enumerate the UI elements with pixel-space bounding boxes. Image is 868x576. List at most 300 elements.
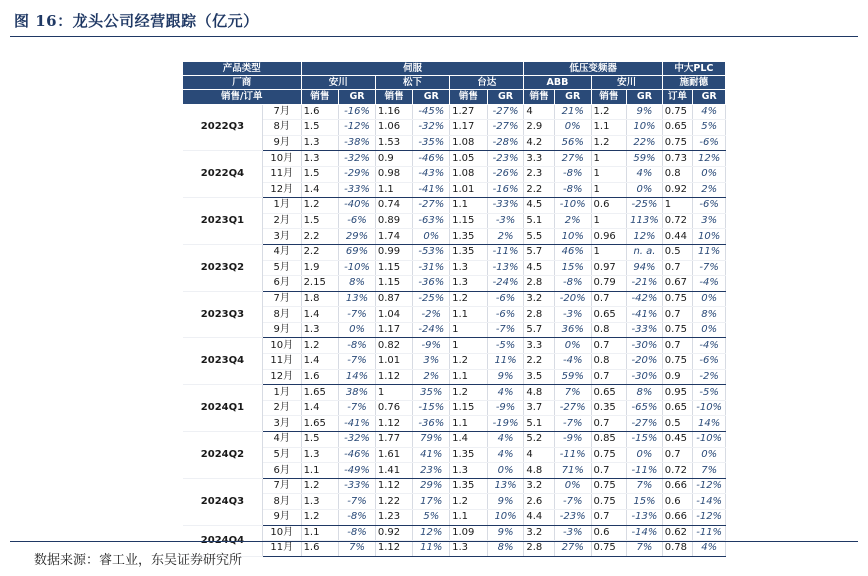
value-cell: 0.96	[591, 229, 627, 245]
value-cell: 0.74	[375, 198, 413, 214]
growth-cell: -4%	[554, 354, 591, 370]
growth-cell: -3%	[487, 213, 524, 229]
value-cell: 2.8	[524, 276, 555, 292]
value-cell: 1	[591, 213, 627, 229]
growth-cell: -32%	[413, 120, 450, 136]
growth-cell: -9%	[554, 432, 591, 448]
header-plc: 中大PLC	[662, 62, 725, 76]
growth-cell: -10%	[339, 260, 376, 276]
header-abb: ABB	[524, 76, 591, 90]
value-cell: 1.5	[301, 166, 339, 182]
value-cell: 1.2	[301, 478, 339, 494]
value-cell: 0.87	[375, 291, 413, 307]
value-cell: 0.75	[662, 322, 693, 338]
value-cell: 2.2	[524, 354, 555, 370]
value-cell: 3.2	[524, 291, 555, 307]
growth-cell: 14%	[693, 416, 726, 432]
growth-cell: -27%	[413, 198, 450, 214]
growth-cell: -9%	[487, 400, 524, 416]
tracking-table	[183, 62, 726, 557]
growth-cell: 0%	[693, 322, 726, 338]
value-cell: 1.6	[301, 104, 339, 120]
value-cell: 1.12	[375, 416, 413, 432]
growth-cell: -12%	[693, 478, 726, 494]
month-label: 7月	[262, 104, 301, 120]
growth-cell: 56%	[554, 135, 591, 151]
table-row	[183, 400, 726, 416]
growth-cell: -6%	[693, 198, 726, 214]
value-cell: 2.8	[524, 307, 555, 323]
growth-cell: 0%	[693, 447, 726, 463]
quarter-label: 2022Q3	[183, 104, 262, 151]
value-cell: 1.15	[450, 400, 488, 416]
growth-cell: -30%	[627, 338, 663, 354]
table-row	[183, 369, 726, 385]
growth-cell: 113%	[627, 213, 663, 229]
growth-cell: -10%	[693, 432, 726, 448]
value-cell: 1.15	[375, 260, 413, 276]
growth-cell: -2%	[693, 369, 726, 385]
growth-cell: -7%	[693, 260, 726, 276]
growth-cell: 8%	[487, 541, 524, 557]
value-cell: 1.01	[375, 354, 413, 370]
header-servo: 伺服	[301, 62, 524, 76]
quarter-label: 2024Q4	[183, 525, 262, 556]
table-row	[183, 478, 726, 494]
value-cell: 3.3	[524, 151, 555, 167]
growth-cell: 94%	[627, 260, 663, 276]
month-label: 10月	[262, 151, 301, 167]
growth-cell: -28%	[487, 135, 524, 151]
growth-cell: 4%	[693, 541, 726, 557]
table-row	[183, 182, 726, 198]
growth-cell: -41%	[413, 182, 450, 198]
month-label: 5月	[262, 447, 301, 463]
value-cell: 0.7	[662, 447, 693, 463]
table-row	[183, 135, 726, 151]
value-cell: 0.65	[591, 385, 627, 401]
growth-cell: -24%	[413, 322, 450, 338]
value-cell: 0.7	[591, 463, 627, 479]
value-cell: 0.75	[662, 354, 693, 370]
growth-cell: 12%	[413, 525, 450, 541]
header-sales: 销售	[591, 90, 627, 104]
growth-cell: -25%	[627, 198, 663, 214]
value-cell: 1.3	[301, 447, 339, 463]
growth-cell: 27%	[554, 541, 591, 557]
growth-cell: -11%	[554, 447, 591, 463]
value-cell: 0.75	[662, 104, 693, 120]
growth-cell: 7%	[627, 541, 663, 557]
growth-cell: -8%	[339, 510, 376, 526]
growth-cell: 9%	[487, 494, 524, 510]
growth-cell: -41%	[339, 416, 376, 432]
growth-cell: -10%	[693, 400, 726, 416]
growth-cell: -45%	[413, 104, 450, 120]
growth-cell: 11%	[693, 244, 726, 260]
growth-cell: 13%	[339, 291, 376, 307]
growth-cell: -23%	[554, 510, 591, 526]
growth-cell: 29%	[339, 229, 376, 245]
growth-cell: 8%	[627, 385, 663, 401]
value-cell: 0.79	[591, 276, 627, 292]
value-cell: 1.2	[450, 494, 488, 510]
value-cell: 4	[524, 447, 555, 463]
growth-cell: 4%	[627, 166, 663, 182]
value-cell: 0.7	[662, 307, 693, 323]
growth-cell: -53%	[413, 244, 450, 260]
growth-cell: 22%	[627, 135, 663, 151]
value-cell: 1.53	[375, 135, 413, 151]
table-row	[183, 510, 726, 526]
value-cell: 0.7	[591, 416, 627, 432]
growth-cell: -13%	[487, 260, 524, 276]
month-label: 3月	[262, 416, 301, 432]
growth-cell: 2%	[693, 182, 726, 198]
header-order: 订单	[662, 90, 693, 104]
value-cell: 1.35	[450, 244, 488, 260]
value-cell: 3.3	[524, 338, 555, 354]
growth-cell: 23%	[413, 463, 450, 479]
header-schneider: 施耐德	[662, 76, 725, 90]
growth-cell: -11%	[693, 525, 726, 541]
value-cell: 4.8	[524, 463, 555, 479]
value-cell: 1.23	[375, 510, 413, 526]
growth-cell: -23%	[487, 151, 524, 167]
value-cell: 0.7	[591, 510, 627, 526]
growth-cell: 2%	[413, 369, 450, 385]
value-cell: 1.01	[450, 182, 488, 198]
growth-cell: -11%	[487, 244, 524, 260]
growth-cell: -7%	[339, 354, 376, 370]
value-cell: 0.9	[662, 369, 693, 385]
value-cell: 1.77	[375, 432, 413, 448]
value-cell: 1.17	[450, 120, 488, 136]
growth-cell: 4%	[487, 385, 524, 401]
growth-cell: -49%	[339, 463, 376, 479]
value-cell: 1.1	[591, 120, 627, 136]
growth-cell: 5%	[413, 510, 450, 526]
value-cell: 1.04	[375, 307, 413, 323]
growth-cell: 38%	[339, 385, 376, 401]
growth-cell: -7%	[554, 494, 591, 510]
growth-cell: -36%	[413, 276, 450, 292]
value-cell: 1.5	[301, 432, 339, 448]
value-cell: 1.3	[301, 151, 339, 167]
growth-cell: 15%	[627, 494, 663, 510]
growth-cell: 11%	[487, 354, 524, 370]
value-cell: 0.75	[662, 291, 693, 307]
header-sales: 销售	[524, 90, 555, 104]
value-cell: 1	[591, 166, 627, 182]
value-cell: 0.92	[375, 525, 413, 541]
growth-cell: -8%	[554, 276, 591, 292]
growth-cell: -13%	[627, 510, 663, 526]
value-cell: 2.2	[301, 244, 339, 260]
table-row	[183, 104, 726, 120]
value-cell: 1.74	[375, 229, 413, 245]
header-row-vendor	[183, 76, 726, 90]
growth-cell: -25%	[413, 291, 450, 307]
value-cell: 2.2	[301, 229, 339, 245]
value-cell: 4.5	[524, 260, 555, 276]
value-cell: 0.78	[662, 541, 693, 557]
growth-cell: 12%	[627, 229, 663, 245]
growth-cell: -8%	[339, 525, 376, 541]
growth-cell: -8%	[554, 166, 591, 182]
growth-cell: -35%	[413, 135, 450, 151]
table-row	[183, 432, 726, 448]
value-cell: 1	[591, 151, 627, 167]
growth-cell: -33%	[339, 478, 376, 494]
header-sales-order: 销售/订单	[183, 90, 301, 104]
table-row	[183, 151, 726, 167]
value-cell: 0.76	[375, 400, 413, 416]
quarter-label: 2024Q1	[183, 385, 262, 432]
growth-cell: 79%	[413, 432, 450, 448]
growth-cell: 69%	[339, 244, 376, 260]
value-cell: 0.5	[662, 416, 693, 432]
value-cell: 1.2	[591, 135, 627, 151]
value-cell: 1.2	[450, 291, 488, 307]
source-note: 数据来源：睿工业，东吴证券研究所	[34, 553, 243, 568]
value-cell: 1.06	[375, 120, 413, 136]
growth-cell: 15%	[554, 260, 591, 276]
value-cell: 2.9	[524, 120, 555, 136]
value-cell: 0.35	[591, 400, 627, 416]
value-cell: 0.7	[591, 291, 627, 307]
growth-cell: -15%	[627, 432, 663, 448]
table-row	[183, 276, 726, 292]
growth-cell: -41%	[627, 307, 663, 323]
value-cell: 0.95	[662, 385, 693, 401]
growth-cell: -7%	[339, 494, 376, 510]
growth-cell: 8%	[339, 276, 376, 292]
growth-cell: -27%	[554, 400, 591, 416]
value-cell: 0.5	[662, 244, 693, 260]
bottom-rule	[10, 541, 858, 542]
growth-cell: -63%	[413, 213, 450, 229]
header-sales: 销售	[450, 90, 488, 104]
growth-cell: 71%	[554, 463, 591, 479]
growth-cell: 0%	[413, 229, 450, 245]
value-cell: 4.8	[524, 385, 555, 401]
value-cell: 1.6	[301, 369, 339, 385]
value-cell: 0.67	[662, 276, 693, 292]
month-label: 4月	[262, 432, 301, 448]
growth-cell: -33%	[487, 198, 524, 214]
quarter-label: 2023Q1	[183, 198, 262, 245]
growth-cell: 5%	[693, 120, 726, 136]
growth-cell: 3%	[693, 213, 726, 229]
value-cell: 1.2	[450, 385, 488, 401]
header-row-metric	[183, 90, 726, 104]
value-cell: 1.5	[301, 213, 339, 229]
value-cell: 0.7	[591, 338, 627, 354]
value-cell: 5.7	[524, 244, 555, 260]
value-cell: 2.6	[524, 494, 555, 510]
growth-cell: -6%	[339, 213, 376, 229]
value-cell: 1.61	[375, 447, 413, 463]
figure-title: 图 16：龙头公司经营跟踪（亿元）	[14, 12, 259, 30]
quarter-label: 2024Q2	[183, 432, 262, 479]
value-cell: 1.3	[301, 135, 339, 151]
header-sales: 销售	[301, 90, 339, 104]
value-cell: 1.12	[375, 478, 413, 494]
month-label: 9月	[262, 510, 301, 526]
value-cell: 1.09	[450, 525, 488, 541]
growth-cell: 13%	[487, 478, 524, 494]
month-label: 8月	[262, 494, 301, 510]
value-cell: 0.65	[662, 400, 693, 416]
growth-cell: 0%	[339, 322, 376, 338]
value-cell: 2.8	[524, 541, 555, 557]
value-cell: 1.2	[301, 198, 339, 214]
growth-cell: 35%	[413, 385, 450, 401]
month-label: 8月	[262, 120, 301, 136]
value-cell: 1.65	[301, 416, 339, 432]
header-vendor: 厂商	[183, 76, 301, 90]
growth-cell: -38%	[339, 135, 376, 151]
table-row	[183, 166, 726, 182]
growth-cell: 3%	[413, 354, 450, 370]
month-label: 1月	[262, 198, 301, 214]
growth-cell: 0%	[693, 166, 726, 182]
growth-cell: -65%	[627, 400, 663, 416]
value-cell: 1.5	[301, 120, 339, 136]
value-cell: 1	[450, 322, 488, 338]
quarter-label: 2024Q3	[183, 478, 262, 525]
growth-cell: 10%	[627, 120, 663, 136]
growth-cell: 11%	[413, 541, 450, 557]
growth-cell: -12%	[339, 120, 376, 136]
growth-cell: -4%	[693, 276, 726, 292]
value-cell: 0.75	[591, 541, 627, 557]
header-gr: GR	[487, 90, 524, 104]
value-cell: 1.08	[450, 135, 488, 151]
value-cell: 0.45	[662, 432, 693, 448]
growth-cell: -20%	[627, 354, 663, 370]
table-row	[183, 447, 726, 463]
header-gr: GR	[413, 90, 450, 104]
growth-cell: 9%	[627, 104, 663, 120]
value-cell: 1.3	[301, 494, 339, 510]
growth-cell: -24%	[487, 276, 524, 292]
value-cell: 4.5	[524, 198, 555, 214]
value-cell: 1.16	[375, 104, 413, 120]
growth-cell: 59%	[627, 151, 663, 167]
value-cell: 1.1	[450, 307, 488, 323]
value-cell: 2.15	[301, 276, 339, 292]
growth-cell: 21%	[554, 104, 591, 120]
value-cell: 4.2	[524, 135, 555, 151]
value-cell: 1.05	[450, 151, 488, 167]
value-cell: 0.8	[662, 166, 693, 182]
value-cell: 1.6	[301, 541, 339, 557]
value-cell: 3.2	[524, 478, 555, 494]
value-cell: 0.75	[662, 135, 693, 151]
value-cell: 4.4	[524, 510, 555, 526]
growth-cell: -5%	[693, 385, 726, 401]
growth-cell: -15%	[413, 400, 450, 416]
table-row	[183, 541, 726, 557]
growth-cell: 7%	[554, 385, 591, 401]
value-cell: 1.15	[375, 276, 413, 292]
value-cell: 0.66	[662, 478, 693, 494]
value-cell: 1	[591, 182, 627, 198]
month-label: 11月	[262, 541, 301, 557]
value-cell: 0.85	[591, 432, 627, 448]
growth-cell: -12%	[693, 510, 726, 526]
value-cell: 5.2	[524, 432, 555, 448]
value-cell: 5.1	[524, 213, 555, 229]
value-cell: 0.44	[662, 229, 693, 245]
growth-cell: 0%	[487, 463, 524, 479]
growth-cell: 29%	[413, 478, 450, 494]
value-cell: 5.5	[524, 229, 555, 245]
table-row	[183, 416, 726, 432]
growth-cell: 8%	[693, 307, 726, 323]
growth-cell: -6%	[693, 135, 726, 151]
growth-cell: -33%	[339, 182, 376, 198]
value-cell: 0.99	[375, 244, 413, 260]
value-cell: 3.2	[524, 525, 555, 541]
growth-cell: 46%	[554, 244, 591, 260]
value-cell: 0.72	[662, 463, 693, 479]
growth-cell: -21%	[627, 276, 663, 292]
value-cell: 0.6	[591, 525, 627, 541]
quarter-label: 2023Q3	[183, 291, 262, 338]
value-cell: 1.12	[375, 541, 413, 557]
value-cell: 1	[375, 385, 413, 401]
value-cell: 0.9	[375, 151, 413, 167]
growth-cell: -16%	[487, 182, 524, 198]
growth-cell: -20%	[554, 291, 591, 307]
growth-cell: -14%	[693, 494, 726, 510]
growth-cell: -6%	[487, 291, 524, 307]
header-inverter: 低压变频器	[524, 62, 662, 76]
growth-cell: -4%	[693, 338, 726, 354]
value-cell: 1.65	[301, 385, 339, 401]
growth-cell: -7%	[339, 307, 376, 323]
table-row	[183, 354, 726, 370]
value-cell: 0.72	[662, 213, 693, 229]
growth-cell: -36%	[413, 416, 450, 432]
growth-cell: 4%	[693, 104, 726, 120]
value-cell: 0.7	[591, 369, 627, 385]
month-label: 11月	[262, 354, 301, 370]
month-label: 4月	[262, 244, 301, 260]
growth-cell: -32%	[339, 151, 376, 167]
growth-cell: 0%	[627, 182, 663, 198]
table-row	[183, 525, 726, 541]
growth-cell: -8%	[339, 338, 376, 354]
header-yaskawa-inverter: 安川	[591, 76, 662, 90]
value-cell: 1.12	[375, 369, 413, 385]
growth-cell: 7%	[339, 541, 376, 557]
growth-cell: -3%	[554, 525, 591, 541]
growth-cell: -11%	[627, 463, 663, 479]
growth-cell: -3%	[554, 307, 591, 323]
value-cell: 1.35	[450, 229, 488, 245]
growth-cell: -46%	[413, 151, 450, 167]
growth-cell: 0%	[554, 478, 591, 494]
table-row	[183, 338, 726, 354]
value-cell: 0.98	[375, 166, 413, 182]
month-label: 9月	[262, 135, 301, 151]
table-row	[183, 307, 726, 323]
table-row	[183, 494, 726, 510]
